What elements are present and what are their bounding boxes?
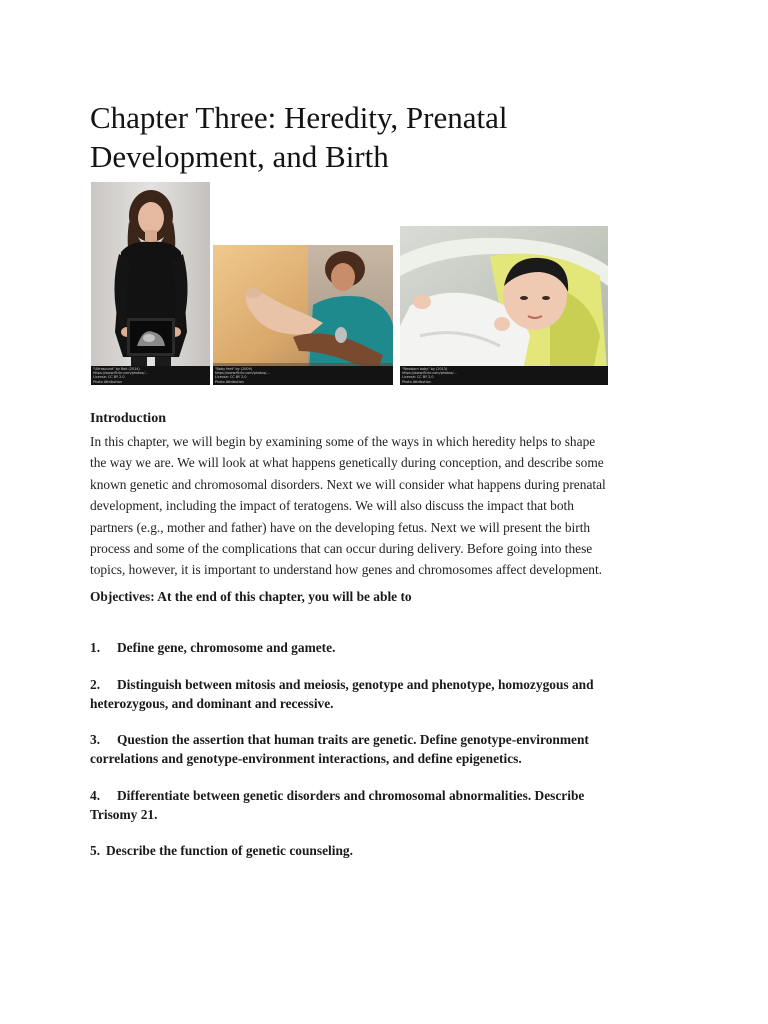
intro-line: In this chapter, we will begin by examining some of the ways in which heredity helps to shape	[90, 434, 596, 449]
photo-woman-with-ultrasound	[91, 182, 210, 385]
photo-foot-examination	[213, 245, 393, 385]
objective-number: 3.	[90, 732, 101, 747]
photo-credit: "Ultrasound" by Rob (2014) https://www.flickr.com/photos/... License: CC BY 2.0 Photo Attribution	[91, 366, 210, 385]
objective-line	[90, 842, 690, 861]
objective-line	[90, 676, 690, 695]
objective-item-5	[90, 842, 690, 861]
intro-line: the way we are. We will look at what happens genetically during conception, and describe some	[90, 455, 604, 471]
intro-line: partners (e.g., mother and father) have on the developing fetus. Next we will present the birth	[90, 519, 591, 535]
objective-item-4	[90, 787, 690, 824]
objective-item-3	[90, 731, 690, 768]
objective-text: Differentiate between genetic disorders and chromosomal abnormalities. Describe	[117, 788, 585, 803]
introduction-heading: Introduction	[90, 411, 166, 426]
objective-text: Distinguish between mitosis and meiosis, genotype and phenotype, homozygous and	[117, 677, 594, 692]
objectives-heading: Objectives: At the end of this chapter, you will be able to	[90, 589, 412, 604]
photo-credit: "Newborn baby" by (2013) https://www.flickr.com/photos/... License: CC BY 2.0 Photo Attribution	[400, 366, 608, 385]
objective-text: Define gene, chromosome and gamete.	[117, 640, 336, 655]
objective-text: Question the assertion that human traits are genetic. Define genotype-environment	[117, 732, 589, 747]
objective-number: 4.	[90, 788, 101, 803]
objective-item-1	[90, 639, 690, 658]
objective-line: correlations and genotype-environment interactions, and define epigenetics.	[90, 750, 522, 766]
objective-line	[90, 639, 690, 658]
chapter-title-line-1: Chapter Three: Heredity, Prenatal	[90, 100, 508, 135]
intro-line: process and some of the complications that can occur during delivery. Before going into these	[90, 541, 593, 557]
intro-line: known genetic and chromosomal disorders. Next we will consider what happens during prenatal	[90, 476, 606, 492]
photo-foot-illustration	[213, 245, 393, 385]
objective-number: 2.	[90, 677, 101, 692]
chapter-title	[90, 98, 650, 176]
objective-line	[90, 787, 690, 806]
introduction-paragraph	[90, 431, 690, 581]
objective-line: Trisomy 21.	[90, 806, 158, 822]
objective-number: 5.	[90, 843, 101, 858]
objective-line: heterozygous, and dominant and recessive.	[90, 695, 334, 711]
photo-woman-illustration	[91, 182, 210, 385]
intro-line: topics, however, it is important to understand how genes and chromosomes affect development.	[90, 562, 603, 578]
objective-line	[90, 731, 690, 750]
objective-number: 1.	[90, 640, 101, 655]
photo-baby-illustration	[400, 226, 608, 385]
objective-text: Describe the function of genetic counseling.	[106, 843, 353, 858]
chapter-title-line-2: Development, and Birth	[90, 139, 389, 174]
photo-newborn-baby	[400, 226, 608, 385]
objective-item-2	[90, 676, 690, 713]
photo-credit: "Baby feet" by (2009) https://www.flickr.com/photos/... License: CC BY 2.0 Photo Attribution	[213, 366, 393, 385]
intro-line: development, including the impact of teratogens. We will also discuss the impact that both	[90, 498, 574, 514]
